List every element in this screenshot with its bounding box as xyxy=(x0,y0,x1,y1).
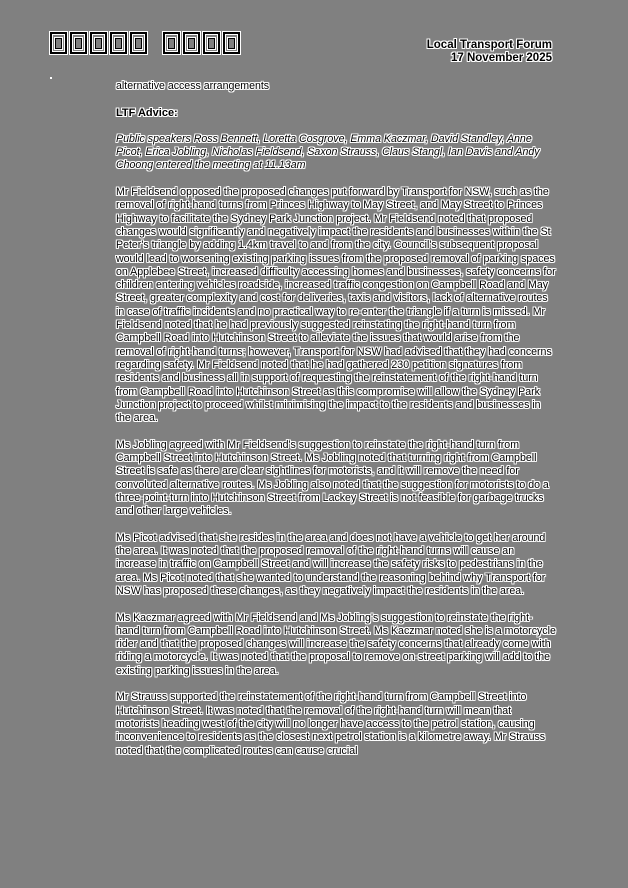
logo-letter-r-icon xyxy=(130,32,147,54)
continuation-line: alternative access arrangements xyxy=(116,80,270,92)
paragraph-picot: Ms Picot advised that she resides in the area and does not have a vehicle to get her around the area. It was noted that the proposed removal of the right-hand turns will cause an increase in traffic on Campbell Street and will increase the safety risks to pedestrians in the area. Ms Picot noted that she wanted to understand the reasoning behind why Transport for NSW has proposed these changes, as they negatively impact the residents in the area. xyxy=(116,531,546,597)
meeting-date: 17 November 2025 xyxy=(450,52,552,64)
document-header xyxy=(427,39,552,65)
logo-letter-w-icon xyxy=(163,32,180,54)
paragraph-strauss: Mr Strauss supported the reinstatement of the right-hand turn from Campbell Street into Hutchinson Street. It was noted that the removal of the right-hand turn will mean that motorists heading west of the city will no longer have access to the petrol station, causing inconvenience to residents as the closest next petrol station is a kilometre away. Mr Strauss noted that the complicated routes can cause crucial xyxy=(116,691,546,757)
paragraph-fieldsend: Mr Fieldsend opposed the proposed changes put forward by Transport for NSW, such as the removal of right-hand turns from Princes Highway to May Street, and May Street to Princes Highway to facilitate the Sydney Park Junction project. Mr Fieldsend noted that proposed changes would significantly and negatively impact the residents and businesses within the St Peter's triangle by adding 1.4km travel to and from the city. Council's subsequent proposal would lead to worsening existing parking issues from the proposed removal of parking spaces on Applebee Street, increased difficulty accessing homes and businesses, safety concerns for children entering vehicles roadside, increased traffic congestion on Campbell Road and May Street, greater complexity and cost for deliveries, taxis and visitors, lack of alternative routes in case of traffic incidents and no practical way to re-enter the triangle if a turn is missed. Mr Fieldsend noted that he had previously suggested reinstating the right-hand turn from Campbell Road into Hutchinson Street to alleviate the issues that would arise from the removal of right-hand turns; however, Transport for NSW had advised that they had concerns regarding safety. Mr Fieldsend noted that he had gathered 230 petition signatures from residents and business all in support of requesting the reinstatement of the right-hand turn from Campbell Road into Hutchinson Street as this compromise will allow the Sydney Park Junction project to proceed whilst minimising the impact to the residents and businesses in the area. xyxy=(116,186,556,425)
logo-letter-s-icon xyxy=(203,32,220,54)
logo-letter-e-icon xyxy=(110,32,127,54)
paragraph-jobling: Ms Jobling agreed with Mr Fieldsend's suggestion to reinstate the right-hand turn from Campbell Street into Hutchinson Street. Ms Jobling noted that turning right from Campbell Street is safe as there are clear sightlines for motorists, and it will remove the need for convoluted alternative routes. Ms Jobling also noted that the suggestion for motorists to do a three-point-turn into Hutchinson Street from Lackey Street is not feasible for garbage trucks and other large vehicles. xyxy=(116,438,549,518)
logo-letter-n-icon xyxy=(70,32,87,54)
public-speakers-note: Public speakers Ross Bennett, Loretta Cosgrove, Emma Kaczmar, David Standley, Anne Picot, Erica Jobling, Nicholas Fieldsend, Saxon Strauss, Claus Stangl, Ian Davis and Andy Choong entered the meeting at 11.13am xyxy=(116,132,540,172)
paragraph-kaczmar: Ms Kaczmar agreed with Mr Fieldsend and Ms Jobling's suggestion to reinstate the right-hand turn from Campbell Road into Hutchinson Street. Ms Kaczmar noted she is a motorcycle rider and that the proposed changes will increase the safety concerns that already come with riding a motorcycle. It was noted that the proposal to remove on-street parking will add to the existing parking issues in the area. xyxy=(116,611,556,677)
meeting-title: Local Transport Forum xyxy=(426,39,552,51)
margin-mark xyxy=(50,77,52,79)
section-heading: LTF Advice: xyxy=(116,106,178,119)
logo-letter-i-icon xyxy=(50,32,67,54)
logo-letter-e-icon xyxy=(183,32,200,54)
logo-letter-n-icon xyxy=(90,32,107,54)
logo-letter-t-icon xyxy=(223,32,240,54)
council-logo xyxy=(50,32,240,54)
document-body xyxy=(116,80,556,771)
